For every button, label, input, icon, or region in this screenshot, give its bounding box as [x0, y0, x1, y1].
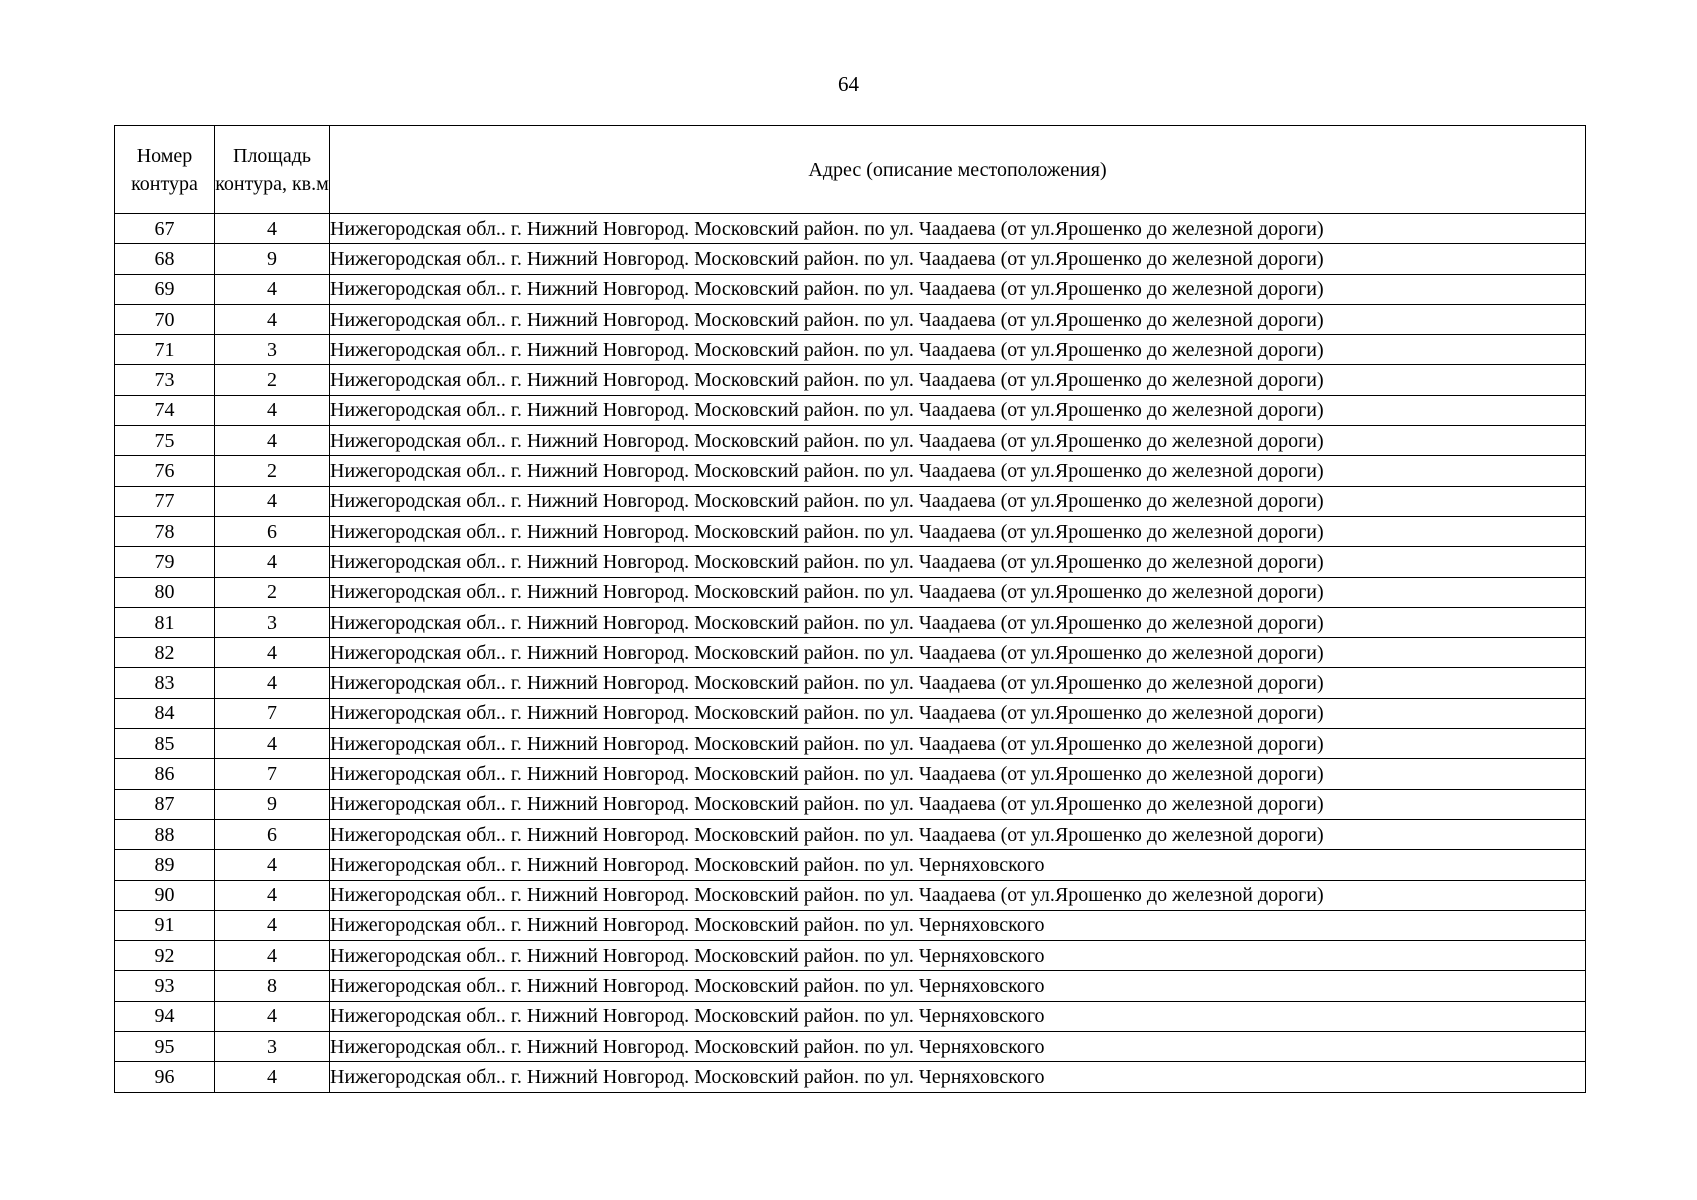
table-row	[115, 638, 1586, 668]
table-row	[115, 516, 1586, 546]
cell-number: 84	[115, 698, 215, 728]
cell-area: 6	[215, 516, 330, 546]
cell-address: Нижегородская обл.. г. Нижний Новгород. Московский район. по ул. Чаадаева (от ул.Ярошенко до железной дороги)	[330, 577, 1586, 607]
table-row	[115, 729, 1586, 759]
cell-address: Нижегородская обл.. г. Нижний Новгород. Московский район. по ул. Чаадаева (от ул.Ярошенко до железной дороги)	[330, 214, 1586, 244]
table-row	[115, 971, 1586, 1001]
cell-number: 71	[115, 335, 215, 365]
header-address: Адрес (описание местоположения)	[330, 126, 1586, 214]
header-number: Номер контура	[115, 126, 215, 214]
table-row	[115, 214, 1586, 244]
cell-area: 8	[215, 971, 330, 1001]
cell-number: 75	[115, 426, 215, 456]
table-row	[115, 668, 1586, 698]
cell-address: Нижегородская обл.. г. Нижний Новгород. Московский район. по ул. Чаадаева (от ул.Ярошенко до железной дороги)	[330, 395, 1586, 425]
table-header	[115, 126, 1586, 214]
cell-number: 79	[115, 547, 215, 577]
cell-number: 78	[115, 516, 215, 546]
table-row	[115, 365, 1586, 395]
cell-area: 6	[215, 819, 330, 849]
cell-address: Нижегородская обл.. г. Нижний Новгород. Московский район. по ул. Чаадаева (от ул.Ярошенко до железной дороги)	[330, 607, 1586, 637]
cell-number: 81	[115, 607, 215, 637]
cell-number: 82	[115, 638, 215, 668]
cell-area: 4	[215, 274, 330, 304]
cell-area: 4	[215, 850, 330, 880]
cell-area: 4	[215, 304, 330, 334]
table-row	[115, 1062, 1586, 1092]
cell-number: 90	[115, 880, 215, 910]
page-number: 64	[838, 72, 859, 96]
cell-address: Нижегородская обл.. г. Нижний Новгород. Московский район. по ул. Чаадаева (от ул.Ярошенко до железной дороги)	[330, 486, 1586, 516]
table-body	[115, 214, 1586, 1093]
table-row	[115, 759, 1586, 789]
cell-area: 4	[215, 880, 330, 910]
cell-area: 7	[215, 698, 330, 728]
cell-number: 92	[115, 941, 215, 971]
contour-table	[114, 125, 1586, 1093]
cell-address: Нижегородская обл.. г. Нижний Новгород. Московский район. по ул. Черняховского	[330, 910, 1586, 940]
table-row	[115, 486, 1586, 516]
table-row	[115, 274, 1586, 304]
cell-area: 4	[215, 668, 330, 698]
cell-area: 9	[215, 789, 330, 819]
cell-area: 4	[215, 1001, 330, 1031]
cell-address: Нижегородская обл.. г. Нижний Новгород. Московский район. по ул. Чаадаева (от ул.Ярошенко до железной дороги)	[330, 426, 1586, 456]
cell-area: 9	[215, 244, 330, 274]
table-row	[115, 335, 1586, 365]
cell-area: 4	[215, 547, 330, 577]
cell-area: 7	[215, 759, 330, 789]
cell-area: 4	[215, 910, 330, 940]
cell-number: 69	[115, 274, 215, 304]
cell-address: Нижегородская обл.. г. Нижний Новгород. Московский район. по ул. Черняховского	[330, 850, 1586, 880]
cell-address: Нижегородская обл.. г. Нижний Новгород. Московский район. по ул. Чаадаева (от ул.Ярошенко до железной дороги)	[330, 759, 1586, 789]
header-area: Площадь контура, кв.м	[215, 126, 330, 214]
header-row	[115, 126, 1586, 214]
table-row	[115, 395, 1586, 425]
cell-area: 4	[215, 395, 330, 425]
cell-area: 2	[215, 365, 330, 395]
table-row	[115, 1032, 1586, 1062]
table-row	[115, 304, 1586, 334]
cell-number: 91	[115, 910, 215, 940]
table-row	[115, 941, 1586, 971]
table-row	[115, 910, 1586, 940]
cell-number: 93	[115, 971, 215, 1001]
cell-area: 3	[215, 607, 330, 637]
table-row	[115, 456, 1586, 486]
table-row	[115, 880, 1586, 910]
cell-area: 4	[215, 214, 330, 244]
cell-number: 87	[115, 789, 215, 819]
table-row	[115, 789, 1586, 819]
cell-address: Нижегородская обл.. г. Нижний Новгород. Московский район. по ул. Черняховского	[330, 1032, 1586, 1062]
cell-area: 2	[215, 456, 330, 486]
cell-area: 4	[215, 486, 330, 516]
cell-number: 85	[115, 729, 215, 759]
cell-address: Нижегородская обл.. г. Нижний Новгород. Московский район. по ул. Чаадаева (от ул.Ярошенко до железной дороги)	[330, 335, 1586, 365]
cell-area: 4	[215, 426, 330, 456]
cell-number: 89	[115, 850, 215, 880]
cell-number: 96	[115, 1062, 215, 1092]
cell-address: Нижегородская обл.. г. Нижний Новгород. Московский район. по ул. Чаадаева (от ул.Ярошенко до железной дороги)	[330, 638, 1586, 668]
cell-address: Нижегородская обл.. г. Нижний Новгород. Московский район. по ул. Черняховского	[330, 941, 1586, 971]
cell-address: Нижегородская обл.. г. Нижний Новгород. Московский район. по ул. Чаадаева (от ул.Ярошенко до железной дороги)	[330, 819, 1586, 849]
table-row	[115, 577, 1586, 607]
cell-address: Нижегородская обл.. г. Нижний Новгород. Московский район. по ул. Чаадаева (от ул.Ярошенко до железной дороги)	[330, 789, 1586, 819]
cell-area: 3	[215, 1032, 330, 1062]
cell-address: Нижегородская обл.. г. Нижний Новгород. Московский район. по ул. Черняховского	[330, 971, 1586, 1001]
cell-number: 94	[115, 1001, 215, 1031]
table-row	[115, 1001, 1586, 1031]
cell-area: 4	[215, 638, 330, 668]
cell-number: 67	[115, 214, 215, 244]
cell-number: 88	[115, 819, 215, 849]
cell-address: Нижегородская обл.. г. Нижний Новгород. Московский район. по ул. Чаадаева (от ул.Ярошенко до железной дороги)	[330, 668, 1586, 698]
cell-number: 95	[115, 1032, 215, 1062]
cell-number: 77	[115, 486, 215, 516]
cell-address: Нижегородская обл.. г. Нижний Новгород. Московский район. по ул. Чаадаева (от ул.Ярошенко до железной дороги)	[330, 729, 1586, 759]
cell-address: Нижегородская обл.. г. Нижний Новгород. Московский район. по ул. Чаадаева (от ул.Ярошенко до железной дороги)	[330, 547, 1586, 577]
cell-number: 68	[115, 244, 215, 274]
cell-number: 74	[115, 395, 215, 425]
cell-area: 2	[215, 577, 330, 607]
cell-address: Нижегородская обл.. г. Нижний Новгород. Московский район. по ул. Чаадаева (от ул.Ярошенко до железной дороги)	[330, 698, 1586, 728]
cell-number: 73	[115, 365, 215, 395]
cell-area: 4	[215, 729, 330, 759]
table-row	[115, 607, 1586, 637]
cell-number: 80	[115, 577, 215, 607]
cell-number: 70	[115, 304, 215, 334]
cell-address: Нижегородская обл.. г. Нижний Новгород. Московский район. по ул. Черняховского	[330, 1001, 1586, 1031]
cell-area: 4	[215, 1062, 330, 1092]
table-row	[115, 819, 1586, 849]
cell-address: Нижегородская обл.. г. Нижний Новгород. Московский район. по ул. Чаадаева (от ул.Ярошенко до железной дороги)	[330, 516, 1586, 546]
table-row	[115, 698, 1586, 728]
table-row	[115, 850, 1586, 880]
cell-number: 86	[115, 759, 215, 789]
cell-area: 3	[215, 335, 330, 365]
cell-address: Нижегородская обл.. г. Нижний Новгород. Московский район. по ул. Чаадаева (от ул.Ярошенко до железной дороги)	[330, 304, 1586, 334]
cell-address: Нижегородская обл.. г. Нижний Новгород. Московский район. по ул. Чаадаева (от ул.Ярошенко до железной дороги)	[330, 456, 1586, 486]
cell-address: Нижегородская обл.. г. Нижний Новгород. Московский район. по ул. Чаадаева (от ул.Ярошенко до железной дороги)	[330, 244, 1586, 274]
cell-address: Нижегородская обл.. г. Нижний Новгород. Московский район. по ул. Чаадаева (от ул.Ярошенко до железной дороги)	[330, 880, 1586, 910]
table-row	[115, 426, 1586, 456]
table-row	[115, 547, 1586, 577]
cell-area: 4	[215, 941, 330, 971]
cell-number: 83	[115, 668, 215, 698]
table-row	[115, 244, 1586, 274]
cell-number: 76	[115, 456, 215, 486]
cell-address: Нижегородская обл.. г. Нижний Новгород. Московский район. по ул. Черняховского	[330, 1062, 1586, 1092]
cell-address: Нижегородская обл.. г. Нижний Новгород. Московский район. по ул. Чаадаева (от ул.Ярошенко до железной дороги)	[330, 274, 1586, 304]
cell-address: Нижегородская обл.. г. Нижний Новгород. Московский район. по ул. Чаадаева (от ул.Ярошенко до железной дороги)	[330, 365, 1586, 395]
